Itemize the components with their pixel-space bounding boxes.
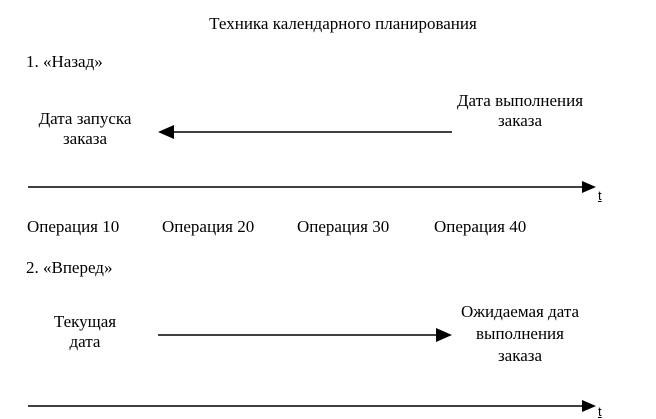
backward-planning-arrowhead	[158, 125, 174, 139]
operation-40-label: Операция 40	[434, 217, 527, 236]
forward-time-axis-label: t	[598, 404, 602, 419]
diagram-title: Техника календарного планирования	[209, 14, 477, 33]
current-date-label: Текущая дата	[53, 312, 117, 351]
expected-due-date-label: Ожидаемая дата выполнения заказа	[460, 302, 580, 365]
operation-10-label: Операция 10	[27, 217, 120, 236]
forward-planning-arrowhead	[436, 328, 452, 342]
forward-section-heading: 2. «Вперед»	[26, 258, 113, 277]
order-start-date-label: Дата запуска заказа	[38, 109, 132, 148]
operation-30-label: Операция 30	[297, 217, 390, 236]
backward-section-heading: 1. «Назад»	[26, 52, 103, 71]
order-due-date-label: Дата выполнения заказа	[456, 91, 584, 130]
backward-time-axis-arrowhead	[582, 181, 596, 193]
operation-20-label: Операция 20	[162, 217, 255, 236]
backward-time-axis-label: t	[598, 188, 602, 203]
forward-time-axis-arrowhead	[582, 400, 596, 412]
